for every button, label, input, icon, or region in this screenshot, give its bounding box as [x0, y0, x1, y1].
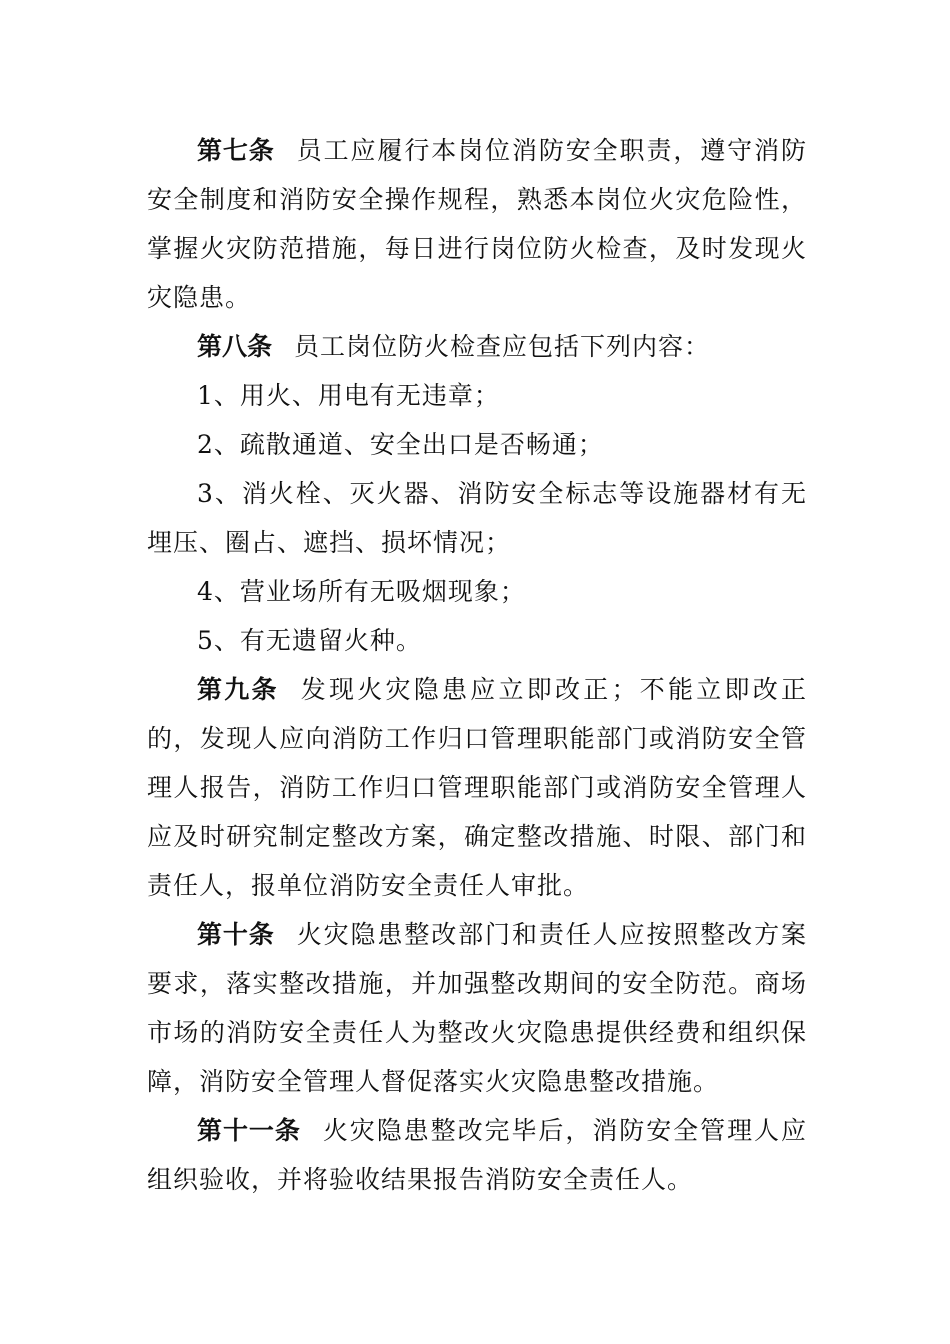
article-7	[147, 126, 807, 322]
document-page	[147, 126, 807, 1204]
list-item-5: 5、有无遗留火种。	[197, 626, 422, 655]
article-7-label: 第七条	[197, 136, 275, 165]
list-item-1: 1、用火、用电有无违章；	[197, 381, 500, 410]
article-8	[147, 322, 807, 371]
article-9	[147, 665, 807, 910]
article-11-label: 第十一条	[197, 1116, 301, 1145]
article-10-label: 第十条	[197, 920, 275, 949]
list-item-2: 2、疏散通道、安全出口是否畅通；	[197, 430, 604, 459]
article-7-text: 员工应履行本岗位消防安全职责，遵守消防安全制度和消防安全操作规程，熟悉本岗位火灾危险性，掌握火灾防范措施，每日进行岗位防火检查，及时发现火灾隐患。	[147, 136, 807, 312]
article-9-text: 发现火灾隐患应立即改正；不能立即改正的，发现人应向消防工作归口管理职能部门或消防安全管理人报告，消防工作归口管理职能部门或消防安全管理人应及时研究制定整改方案，确定整改措施、时限、部门和责任人，报单位消防安全责任人审批。	[147, 675, 807, 900]
article-11	[147, 1106, 807, 1204]
article-8-text: 员工岗位防火检查应包括下列内容：	[294, 332, 711, 361]
article-10-text: 火灾隐患整改部门和责任人应按照整改方案要求，落实整改措施，并加强整改期间的安全防范。商场市场的消防安全责任人为整改火灾隐患提供经费和组织保障，消防安全管理人督促落实火灾隐患整改措施。	[147, 920, 807, 1096]
list-item-3: 3、消火栓、灭火器、消防安全标志等设施器材有无埋压、圈占、遮挡、损坏情况；	[147, 479, 807, 557]
article-10	[147, 910, 807, 1106]
article-8-label: 第八条	[197, 332, 273, 361]
article-9-label: 第九条	[197, 675, 279, 704]
list-item-4: 4、营业场所有无吸烟现象；	[197, 577, 526, 606]
article-11-text: 火灾隐患整改完毕后，消防安全管理人应组织验收，并将验收结果报告消防安全责任人。	[147, 1116, 807, 1194]
